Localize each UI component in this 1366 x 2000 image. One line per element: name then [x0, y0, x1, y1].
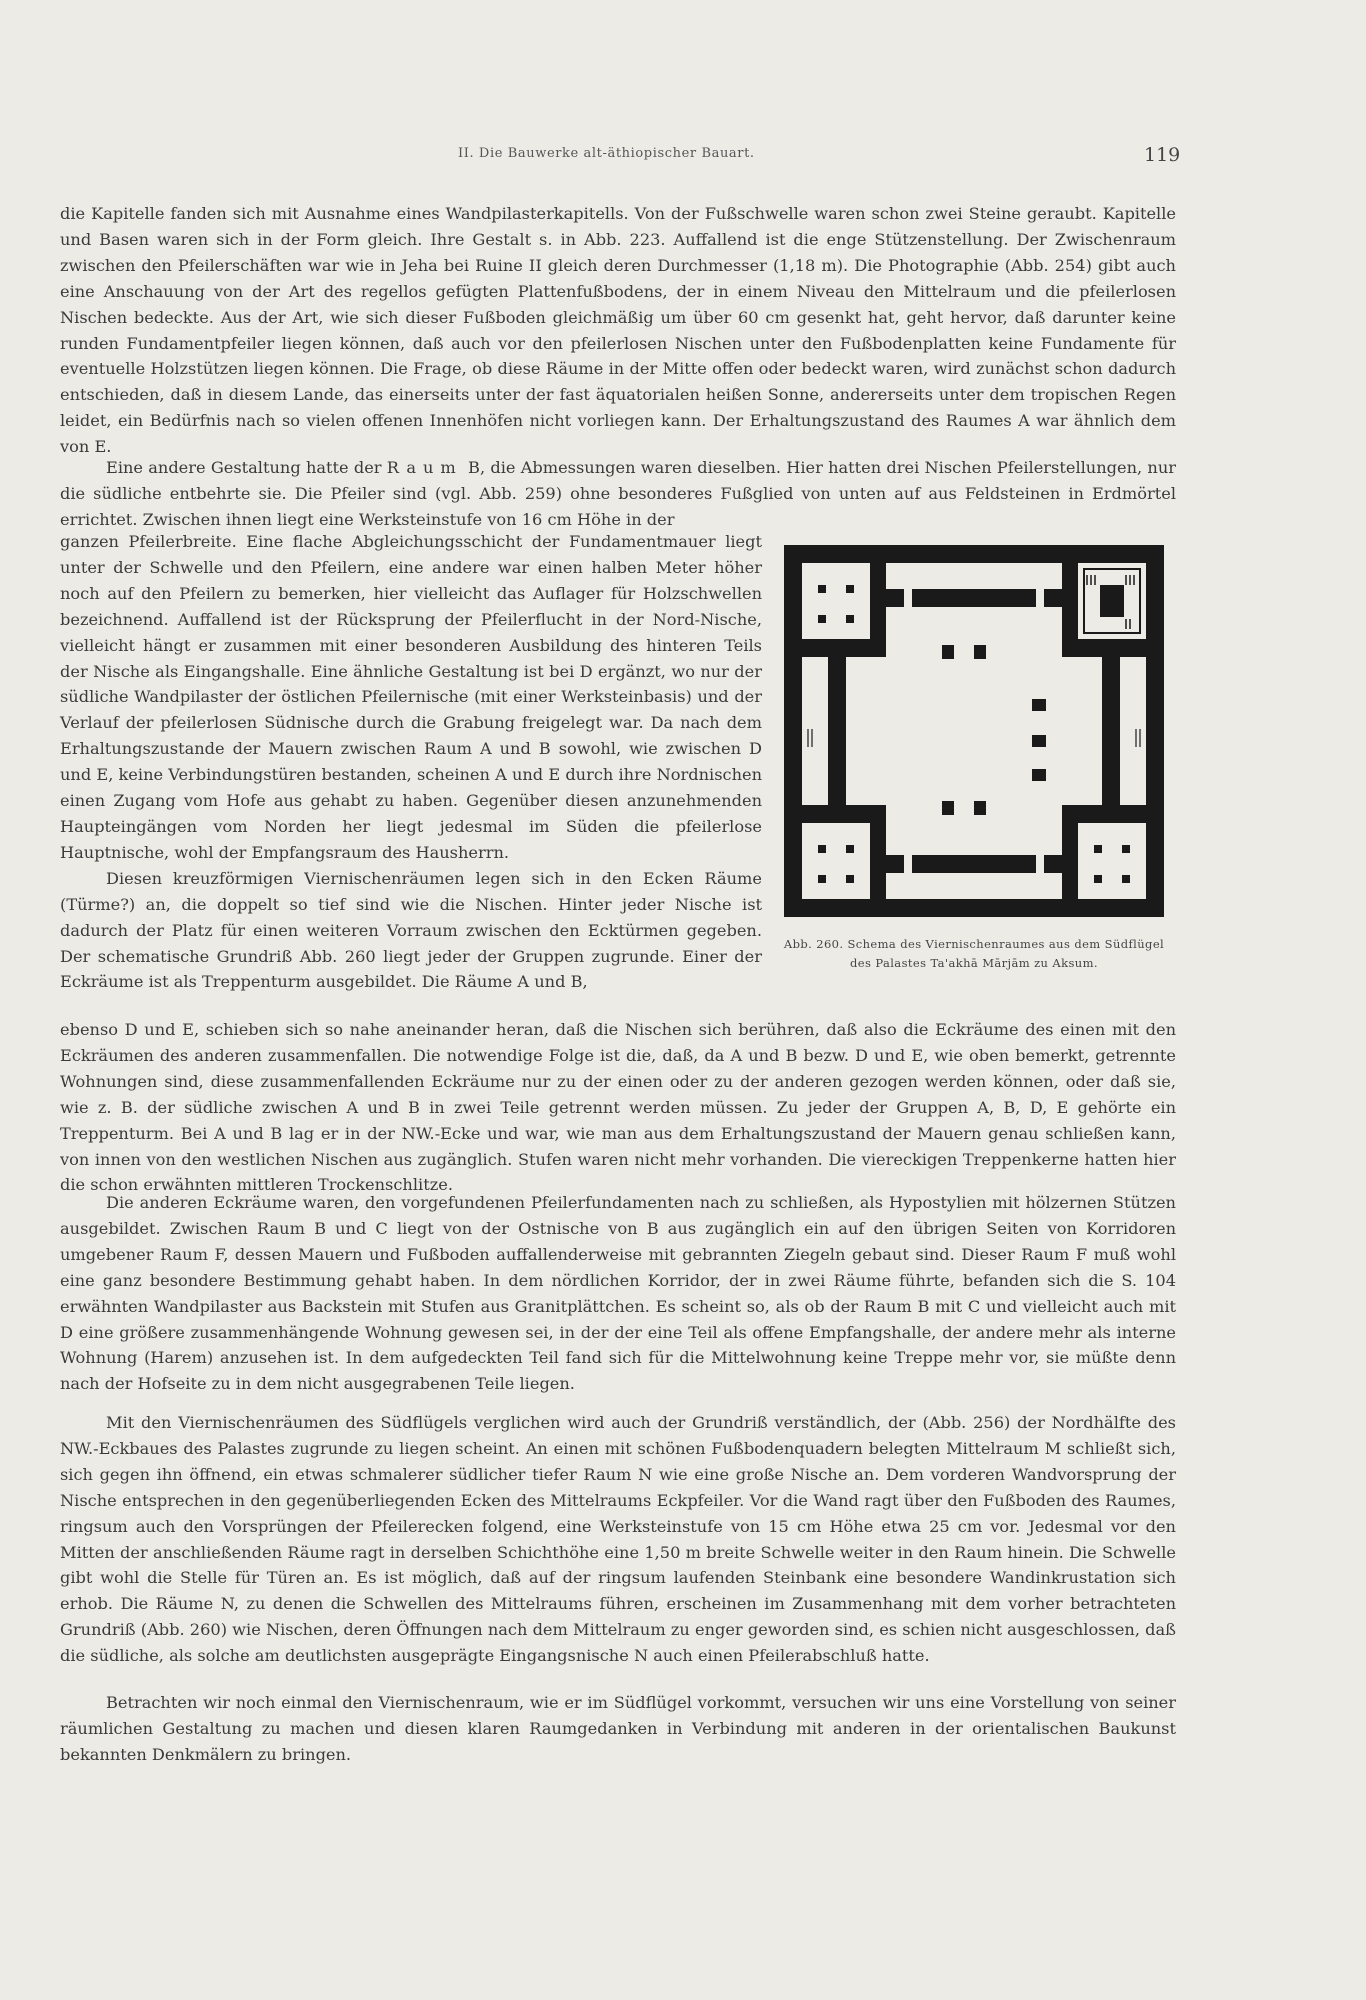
paragraph-2: [60, 455, 1176, 533]
paragraph-3-column: [60, 529, 762, 995]
paragraph-5: Die anderen Eckräume waren, den vorgefundenen Pfeilerfundamenten nach zu schließen, als Hypostylien mit hölzernen Stützen ausgebildet. Zwischen Raum B und C liegt von der Ostnische von B aus zugänglich ein auf den übrigen Seiten von Korridoren umgebener Raum F, dessen Mauern und Fußboden auffallenderweise mit gebrannten Ziegeln gebaut sind. Dieser Raum F muß wohl eine ganz besondere Bestimmung gehabt haben. In dem nördlichen Korridor, der in zwei Räume führte, befanden sich die S. 104 erwähnten Wandpilaster aus Backstein mit Stufen aus Granitplättchen. Es scheint so, als ob der Raum B mit C und vielleicht auch mit D eine größere zusammenhängende Wohnung gewesen sei, in der der eine Teil als offene Empfangshalle, der andere mehr als interne Wohnung (Harem) anzusehen ist. In dem aufgedeckten Teil fand sich für die Mittelwohnung keine Treppe mehr vor, sie müßte denn nach der Hofseite zu in dem nicht ausgegrabenen Teile liegen.: [60, 1193, 1176, 1394]
floor-plan-figure: [784, 545, 1164, 917]
paragraph-1: die Kapitelle fanden sich mit Ausnahme eines Wandpilasterkapitells. Von der Fußschwelle waren schon zwei Steine geraubt. Kapitelle und Basen waren sich in der Form gleich. Ihre Gestalt s. in Abb. 223. Auffallend ist die enge Stützenstellung. Der Zwischenraum zwischen den Pfeilerschäften war wie in Jeha bei Ruine II gleich deren Durchmesser (1,18 m). Die Photographie (Abb. 254) gibt auch eine Anschauung von der Art des regellos gefügten Plattenfußbodens, der in einem Niveau den Mittelraum und die pfeilerlosen Nischen bedeckte. Aus der Art, wie sich dieser Fußboden gleichmäßig um über 60 cm gesenkt hat, geht hervor, daß darunter keine runden Fundamentpfeiler liegen können, daß auch vor den pfeilerlosen Nischen unter den Fußbodenplatten keine Fundamente für eventuelle Holzstützen liegen können. Die Frage, ob diese Räume in der Mitte offen oder bedeckt waren, wird zunächst schon dadurch entschieden, daß in diesem Lande, das einerseits unter der fast äquatorialen heißen Sonne, andererseits unter dem tropischen Regen leidet, ein Bedürfnis nach so vielen offenen Innenhöfen nicht vorliegen kann. Der Erhaltungszustand des Raumes A war ähnlich dem von E.: [60, 204, 1176, 457]
floor-plan-diagram: [784, 545, 1164, 917]
page-number: 119: [1144, 144, 1181, 166]
paragraph-4: ebenso D und E, schieben sich so nahe aneinander heran, daß die Nischen sich berühren, daß also die Eckräume des einen mit den Eckräumen des anderen zusammenfallen. Die notwendige Folge ist die, daß, da A und B bezw. D und E, wie oben bemerkt, getrennte Wohnungen sind, diese zusammenfallenden Eckräume nur zu der einen oder zu der anderen gezogen werden können, oder daß sie, wie z. B. der südliche zwischen A und B in zwei Teile getrennt werden müssen. Zu jeder der Gruppen A, B, D, E gehörte ein Treppenturm. Bei A und B lag er in der NW.-Ecke und war, wie man aus dem Erhaltungszustand der Mauern genau schließen kann, von innen von den westlichen Nischen aus zugänglich. Stufen waren nicht mehr vorhanden. Die viereckigen Treppenkerne hatten hier die schon erwähnten mittleren Trockenschlitze.: [60, 1020, 1176, 1195]
paragraph-6: Mit den Viernischenräumen des Südflügels verglichen wird auch der Grundriß verständlich, der (Abb. 256) der Nordhälfte des NW.-Eckbaues des Palastes zugrunde zu liegen scheint. An einen mit schönen Fußbodenquadern belegten Mittelraum M schließt sich, sich gegen ihn öffnend, ein etwas schmalerer südlicher tiefer Raum N wie eine große Nische an. Dem vorderen Wandvorsprung der Nische entsprechen in den gegenüberliegenden Ecken des Mittelraums Eckpfeiler. Vor die Wand ragt über den Fußboden des Raumes, ringsum auch den Vorsprüngen der Pfeilerecken folgend, eine Werksteinstufe von 15 cm Höhe etwa 25 cm vor. Jedesmal vor den Mitten der anschließenden Räume ragt in derselben Schichthöhe eine 1,50 m breite Schwelle weiter in den Raum hinein. Die Schwelle gibt wohl die Stelle für Türen an. Es ist möglich, daß auf der ringsum laufenden Steinbank eine besondere Wandinkrustation sich erhob. Die Räume N, zu denen die Schwellen des Mittelraums führen, erscheinen im Zusammenhang mit dem vorher betrachteten Grundriß (Abb. 260) wie Nischen, deren Öffnungen nach dem Mittelraum zu enger geworden sind, es schien nicht ausgeschlossen, daß die südliche, als solche am deutlichsten ausgeprägte Eingangsnische N auch einen Pfeilerabschluß hatte.: [60, 1413, 1176, 1666]
figure-caption: Abb. 260. Schema des Viernischenraumes aus dem Südflügel des Palastes Ta'akhā Mārjām zu Aksum.: [783, 937, 1165, 970]
running-head: II. Die Bauwerke alt-äthiopischer Bauart.: [458, 146, 755, 161]
paragraph-2-rest: B, die Abmessungen waren dieselben. Hier hatten drei Nischen Pfeilerstellungen, nur die südliche entbehrte sie. Die Pfeiler sind (vgl. Abb. 259) ohne besonderes Fußglied von unten auf aus Feldsteinen in Erdmörtel errichtet. Zwischen ihnen liegt eine Werksteinstufe von 16 cm Höhe in der: [60, 458, 1176, 529]
paragraph-3b: Diesen kreuzförmigen Viernischenräumen legen sich in den Ecken Räume (Türme?) an, die doppelt so tief sind wie die Nischen. Hinter jeder Nische ist dadurch der Platz für einen weiteren Vorraum zwischen den Ecktürmen gegeben. Der schematische Grundriß Abb. 260 liegt jeder der Gruppen zugrunde. Einer der Eckräume ist als Treppenturm ausgebildet. Die Räume A und B,: [60, 868, 762, 992]
page-header: [0, 146, 1366, 170]
paragraph-2-lead: Eine andere Gestaltung hatte der: [106, 458, 387, 477]
paragraph-7: Betrachten wir noch einmal den Viernischenraum, wie er im Südflügel vorkommt, versuchen wir uns eine Vorstellung von seiner räumlichen Gestaltung zu machen und diesen klaren Raumgedanken in Verbindung mit anderen in der orientalischen Baukunst bekannten Denkmälern zu bringen.: [60, 1693, 1176, 1764]
spaced-word-raum: Raum: [386, 458, 463, 477]
paragraph-3: ganzen Pfeilerbreite. Eine flache Abgleichungsschicht der Fundamentmauer liegt unter der Schwelle und den Pfeilern, eine andere war einen halben Meter höher noch auf den Pfeilern zu bemerken, hier vielleicht das Auflager für Holzschwellen bezeichnend. Auffallend ist der Rücksprung der Pfeilerflucht in der Nord-Nische, vielleicht hängt er zusammen mit einer besonderen Ausbildung des hinteren Teils der Nische als Eingangshalle. Eine ähnliche Gestaltung ist bei D ergänzt, wo nur der südliche Wandpilaster der östlichen Pfeilernische (mit einer Werksteinbasis) und der Verlauf der pfeilerlosen Südnische durch die Grabung freigelegt war. Da nach dem Erhaltungszustande der Mauern zwischen Raum A und B sowohl, wie zwischen D und E, keine Verbindungstüren bestanden, scheinen A und E durch ihre Nordnischen einen Zugang vom Hofe aus gehabt zu haben. Gegenüber diesen anzunehmenden Haupteingängen vom Norden her liegt jedesmal im Süden die pfeilerlose Hauptnische, wohl der Empfangsraum des Hausherrn.: [60, 532, 762, 862]
